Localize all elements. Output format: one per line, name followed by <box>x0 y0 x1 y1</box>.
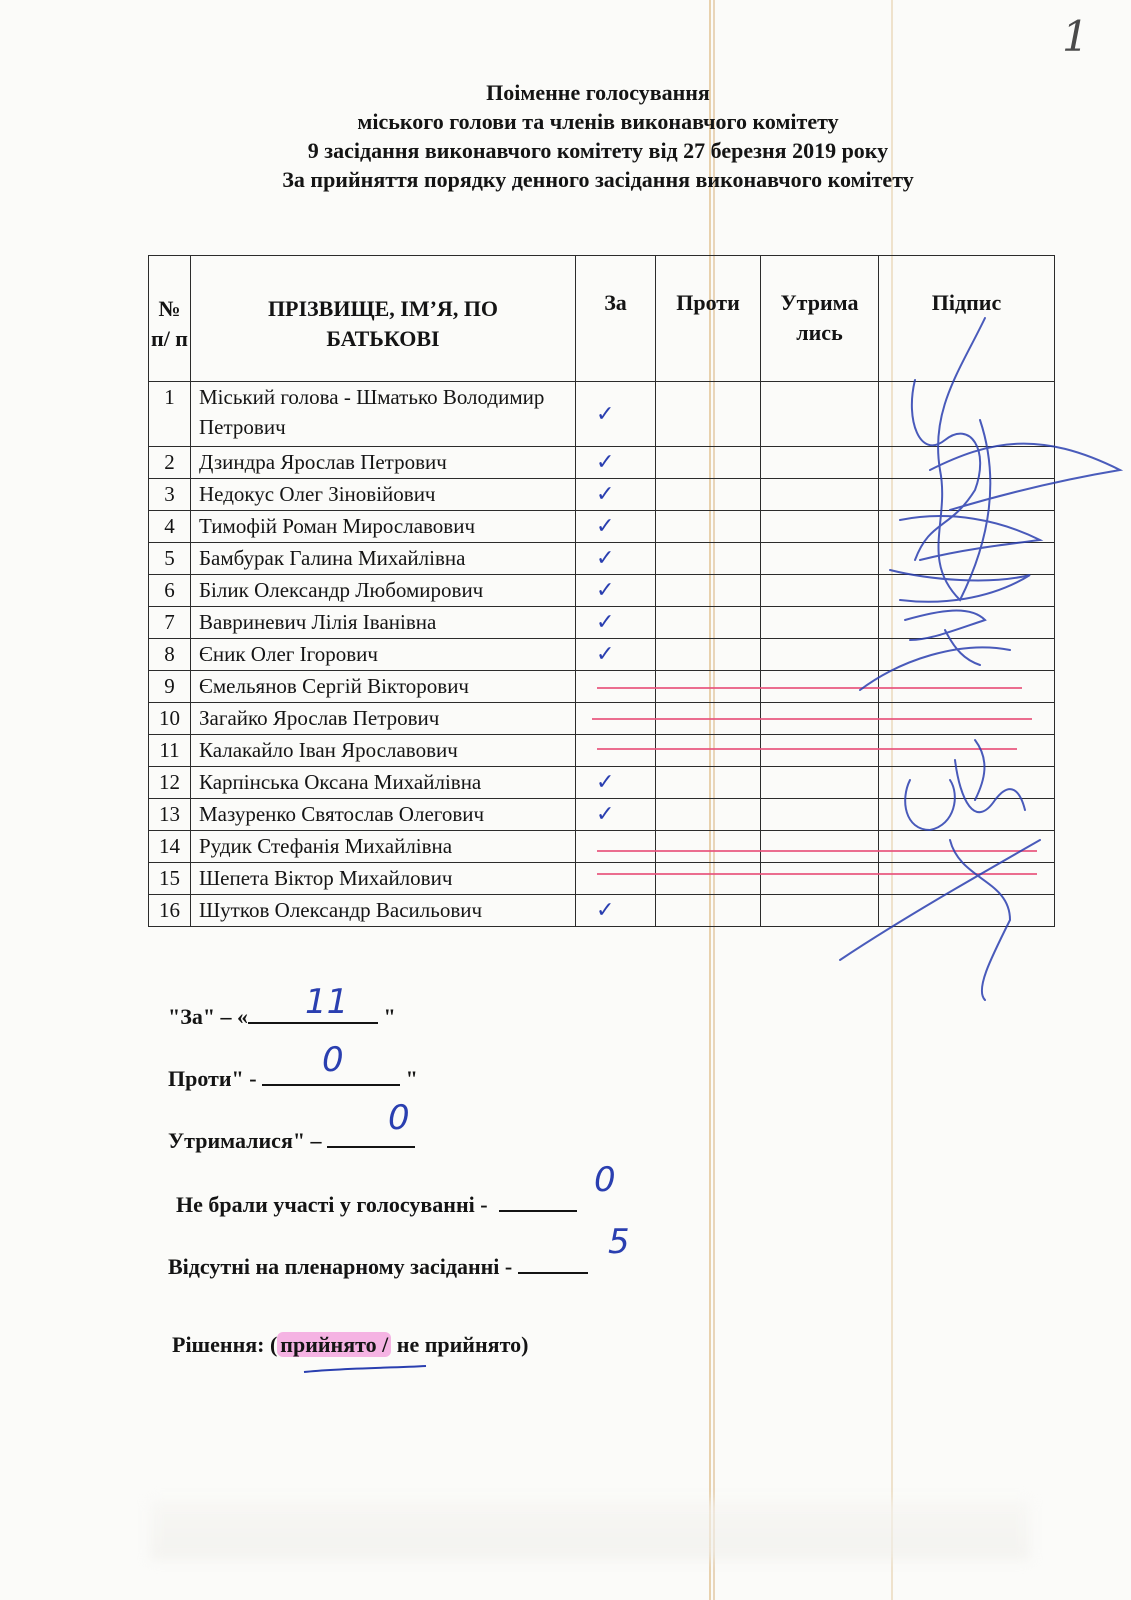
handwritten-page-number: 1 <box>1062 12 1089 61</box>
signature-cell <box>879 799 1055 831</box>
table-row <box>149 639 1055 671</box>
signature-cell <box>879 479 1055 511</box>
row-number: 12 <box>149 767 191 799</box>
vote-for-cell <box>576 799 656 831</box>
signature-cell <box>879 895 1055 927</box>
vote-against-cell <box>656 799 761 831</box>
member-name: Мазуренко Святослав Олегович <box>191 799 576 831</box>
summary-for-label: "За" – « <box>168 1004 249 1029</box>
vote-for-cell <box>576 735 656 767</box>
header-signature: Підпис <box>879 256 1055 382</box>
member-name: Рудик Стефанія Михайлівна <box>191 831 576 863</box>
check-mark-icon: ✓ <box>596 514 615 539</box>
summary-abstained-label: Утрималися" – <box>168 1128 328 1153</box>
title-line: 9 засідання виконавчого комітету від 27 березня 2019 року <box>307 138 889 163</box>
table-row <box>149 511 1055 543</box>
summary-abstained-value: 0 <box>388 1098 410 1138</box>
table-row <box>149 735 1055 767</box>
member-name: Недокус Олег Зіновійович <box>191 479 576 511</box>
check-mark-icon <box>576 674 596 699</box>
header-abstained-line: лись <box>796 320 843 345</box>
table-row <box>149 543 1055 575</box>
vote-for-cell <box>576 767 656 799</box>
member-name: Єник Олег Ігорович <box>191 639 576 671</box>
vote-against-cell <box>656 831 761 863</box>
check-mark-icon: ✓ <box>596 610 615 635</box>
summary-for <box>168 1000 396 1030</box>
row-number: 10 <box>149 703 191 735</box>
vote-for-cell <box>576 831 656 863</box>
summary-absent-value: 5 <box>608 1222 630 1262</box>
member-name: Дзиндра Ярослав Петрович <box>191 447 576 479</box>
vote-table <box>148 255 1055 927</box>
check-mark-icon: ✓ <box>596 802 615 827</box>
table-row <box>149 479 1055 511</box>
summary-not-voting-value: 0 <box>594 1160 616 1200</box>
vote-against-cell <box>656 511 761 543</box>
title-line: Поіменне голосування <box>486 80 710 105</box>
strike-line <box>597 850 1037 852</box>
vote-for-cell <box>576 575 656 607</box>
row-number: 3 <box>149 479 191 511</box>
table-row <box>149 607 1055 639</box>
signature-cell <box>879 382 1055 447</box>
signature-cell <box>879 639 1055 671</box>
vote-abstained-cell <box>761 511 879 543</box>
vote-abstained-cell <box>761 382 879 447</box>
header-number: № п/ п <box>149 256 191 382</box>
vote-against-cell <box>656 447 761 479</box>
summary-absent <box>168 1250 588 1280</box>
vote-against-cell <box>656 575 761 607</box>
member-name: Калакайло Іван Ярославович <box>191 735 576 767</box>
check-mark-icon: ✓ <box>596 770 615 795</box>
header-against: Проти <box>656 256 761 382</box>
check-mark-icon <box>576 738 596 763</box>
check-mark-icon: ✓ <box>596 450 615 475</box>
vote-for-cell <box>576 895 656 927</box>
vote-abstained-cell <box>761 799 879 831</box>
signature-cell <box>879 831 1055 863</box>
row-number: 4 <box>149 511 191 543</box>
vote-against-cell <box>656 863 761 895</box>
vote-abstained-cell <box>761 575 879 607</box>
signature-cell <box>879 863 1055 895</box>
vote-abstained-cell <box>761 447 879 479</box>
vote-against-cell <box>656 382 761 447</box>
vote-for-cell <box>576 382 656 447</box>
decision-suffix: не прийнято) <box>391 1332 529 1357</box>
vote-against-cell <box>656 639 761 671</box>
decision-prefix: Рішення: ( <box>172 1332 278 1357</box>
table-row <box>149 575 1055 607</box>
check-mark-icon: ✓ <box>596 482 615 507</box>
signature-cell <box>879 543 1055 575</box>
scan-artifact <box>150 1500 1030 1560</box>
row-number: 16 <box>149 895 191 927</box>
vote-against-cell <box>656 607 761 639</box>
member-name: Загайко Ярослав Петрович <box>191 703 576 735</box>
header-name-line: БАТЬКОВІ <box>326 326 440 351</box>
vote-for-cell <box>576 511 656 543</box>
summary-against-label-end: " <box>405 1066 418 1091</box>
vote-abstained-cell <box>761 607 879 639</box>
row-number: 6 <box>149 575 191 607</box>
vote-against-cell <box>656 735 761 767</box>
summary-for-value: 11 <box>305 982 349 1022</box>
title-line: За прийняття порядку денного засідання виконавчого комітету <box>282 167 914 192</box>
decision <box>172 1332 528 1358</box>
signature-cell <box>879 447 1055 479</box>
vote-abstained-cell <box>761 479 879 511</box>
signature-cell <box>879 511 1055 543</box>
vote-abstained-cell <box>761 735 879 767</box>
row-number: 1 <box>149 382 191 447</box>
summary-not-voting <box>176 1188 577 1218</box>
row-number: 2 <box>149 447 191 479</box>
check-mark-icon: ✓ <box>596 642 615 667</box>
vote-against-cell <box>656 479 761 511</box>
check-mark-icon <box>576 834 596 859</box>
document-title <box>0 78 1131 194</box>
vote-abstained-cell <box>761 863 879 895</box>
member-name: Тимофій Роман Мирославович <box>191 511 576 543</box>
signature-cell <box>879 575 1055 607</box>
row-number: 5 <box>149 543 191 575</box>
row-number: 11 <box>149 735 191 767</box>
header-name <box>191 256 576 382</box>
signature-cell <box>879 735 1055 767</box>
row-number: 7 <box>149 607 191 639</box>
strike-line <box>597 873 1037 875</box>
vote-for-cell <box>576 447 656 479</box>
vote-for-cell <box>576 863 656 895</box>
table-row <box>149 895 1055 927</box>
table-row <box>149 831 1055 863</box>
header-abstained <box>761 256 879 382</box>
member-name: Ємельянов Сергій Вікторович <box>191 671 576 703</box>
strike-line <box>592 718 1032 720</box>
table-row <box>149 767 1055 799</box>
decision-accepted: прийнято / <box>277 1332 391 1357</box>
header-abstained-line: Утрима <box>780 290 859 315</box>
member-name: Шутков Олександр Васильович <box>191 895 576 927</box>
check-mark-icon <box>576 866 596 891</box>
member-name: Вавриневич Лілія Іванівна <box>191 607 576 639</box>
vote-against-cell <box>656 543 761 575</box>
vote-against-cell <box>656 895 761 927</box>
table-row <box>149 447 1055 479</box>
summary-against <box>168 1062 418 1092</box>
decision-underline <box>300 1360 430 1380</box>
vote-abstained-cell <box>761 767 879 799</box>
check-mark-icon: ✓ <box>596 546 615 571</box>
member-name: Шепета Віктор Михайлович <box>191 863 576 895</box>
table-row <box>149 799 1055 831</box>
title-line: міського голови та членів виконавчого комітету <box>357 109 839 134</box>
check-mark-icon: ✓ <box>596 578 615 603</box>
vote-for-cell <box>576 607 656 639</box>
row-number: 15 <box>149 863 191 895</box>
vote-abstained-cell <box>761 895 879 927</box>
summary-against-label: Проти" - <box>168 1066 263 1091</box>
vote-against-cell <box>656 767 761 799</box>
signature-cell <box>879 607 1055 639</box>
summary-against-value: 0 <box>322 1040 344 1080</box>
table-row <box>149 863 1055 895</box>
vote-abstained-cell <box>761 831 879 863</box>
strike-line <box>597 748 1017 750</box>
header-for: За <box>576 256 656 382</box>
summary-for-label-end: " <box>383 1004 396 1029</box>
summary-absent-label: Відсутні на пленарному засіданні - <box>168 1254 513 1279</box>
summary-not-voting-label: Не брали участі у голосуванні - <box>176 1192 488 1217</box>
vote-for-cell <box>576 639 656 671</box>
row-number: 9 <box>149 671 191 703</box>
member-name: Білик Олександр Любомирович <box>191 575 576 607</box>
vote-for-cell <box>576 479 656 511</box>
member-name: Бамбурак Галина Михайлівна <box>191 543 576 575</box>
vote-for-cell <box>576 543 656 575</box>
signature-cell <box>879 767 1055 799</box>
member-name: Карпінська Оксана Михайлівна <box>191 767 576 799</box>
row-number: 14 <box>149 831 191 863</box>
table-header-row <box>149 256 1055 382</box>
member-name: Міський голова - Шматько Володимир Петрович <box>191 382 576 447</box>
header-name-line: ПРІЗВИЩЕ, ІМ’Я, ПО <box>267 296 499 321</box>
summary-abstained <box>168 1124 415 1154</box>
row-number: 8 <box>149 639 191 671</box>
check-mark-icon: ✓ <box>596 401 615 427</box>
table-row <box>149 382 1055 447</box>
row-number: 13 <box>149 799 191 831</box>
check-mark-icon: ✓ <box>596 898 615 923</box>
vote-abstained-cell <box>761 543 879 575</box>
vote-abstained-cell <box>761 639 879 671</box>
strike-line <box>597 687 1022 689</box>
